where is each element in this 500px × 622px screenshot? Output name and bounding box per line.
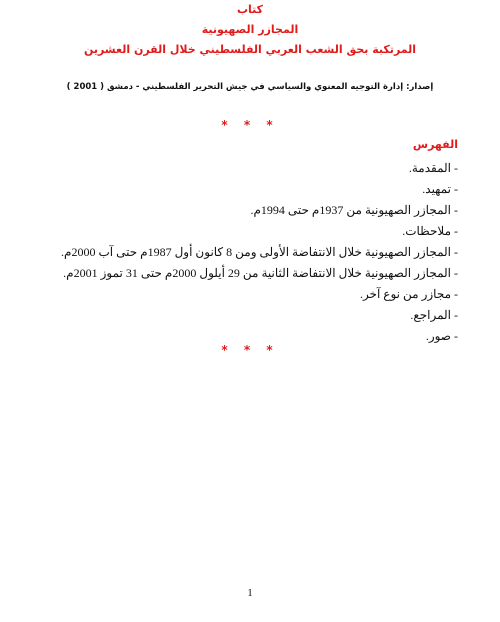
table-of-contents — [61, 158, 458, 347]
toc-item-preface: - تمهيد. — [422, 182, 458, 196]
toc-item-first-intifada: - المجازر الصهيونية خلال الانتفاضة الأولى ومن 8 كانون أول 1987م حتى آب 2000م. — [61, 245, 458, 259]
toc-item-references: - المراجع. — [410, 308, 458, 322]
book-subtitle: المرتكبة بحق الشعب العربي الفلسطيني خلال القرن العشرين — [83, 43, 417, 56]
toc-item-second-intifada: - المجازر الصهيونية خلال الانتفاضة الثانية من 29 أيلول 2000م حتى 31 تموز 2001م. — [63, 266, 458, 280]
toc-heading: الفهرس — [412, 138, 458, 151]
toc-item-other-massacres: - مجازر من نوع آخر. — [359, 287, 458, 301]
page-number: 1 — [247, 587, 253, 599]
toc-item-pictures: - صور. — [425, 329, 458, 343]
toc-item-1937-1994: - المجازر الصهيونية من 1937م حتى 1994م. — [250, 203, 458, 217]
toc-item-notes: - ملاحظات. — [402, 224, 458, 238]
separator-top: * * * — [221, 118, 279, 132]
toc-item-introduction: - المقدمة. — [408, 161, 458, 175]
book-label: كتاب — [236, 3, 264, 16]
separator-bottom: * * * — [221, 343, 279, 357]
book-title: المجازر الصهيونية — [201, 23, 299, 36]
publisher-info: إصدار: إدارة التوجيه المعنوي والسياسي في جيش التحرير الفلسطيني - دمشق ( 2001 ) — [66, 82, 434, 92]
